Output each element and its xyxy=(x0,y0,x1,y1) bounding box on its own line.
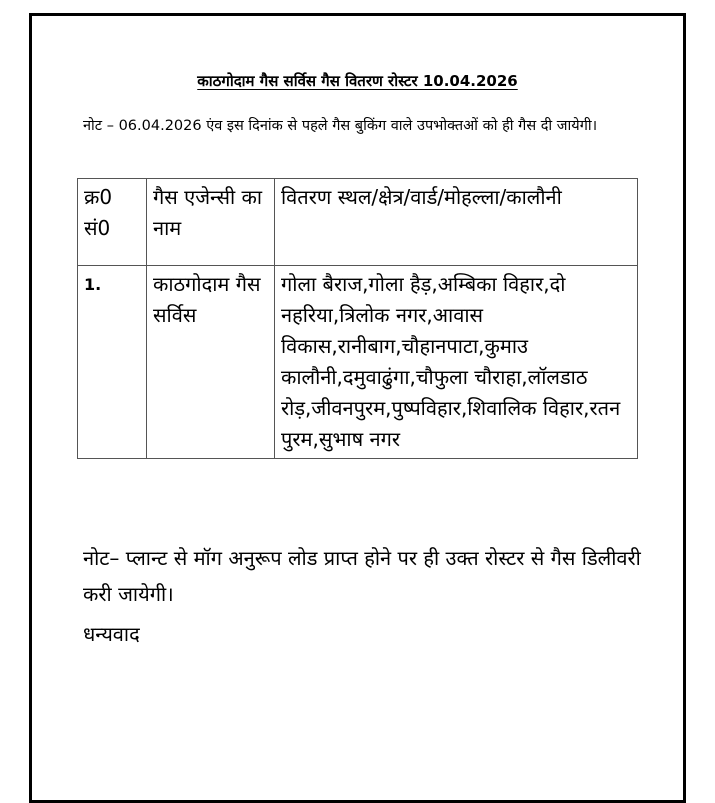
table-header-row xyxy=(78,179,638,266)
table-row xyxy=(78,266,638,459)
header-agency: गैस एजेन्सी का नाम xyxy=(147,179,275,266)
roster-table xyxy=(77,178,638,459)
row-agency: काठगोदाम गैस सर्विस xyxy=(147,266,275,459)
top-note: नोट – 06.04.2026 एंव इस दिनांक से पहले गैस बुकिंग वाले उपभोक्तओं को ही गैस दी जायेगी। xyxy=(83,118,598,134)
closing-text: धन्यवाद xyxy=(83,622,140,646)
header-serial: क्र0 सं0 xyxy=(78,179,147,266)
bottom-note: नोट– प्लान्ट से मॉग अनुरूप लोड प्राप्त होने पर ही उक्त रोस्टर से गैस डिलीवरी करी जायेगी। xyxy=(83,546,641,606)
row-area: गोला बैराज,गोला हैड़,अम्बिका विहार,दो नहरिया,त्रिलोक नगर,आवास विकास,रानीबाग,चौहानपाटा,कुमाउ कालौनी,दमुवाढुंगा,चौफुला चौराहा,लॉलडाठ रोड़,जीवनपुरम,पुष्पविहार,शिवालिक विहार,रतन पुरम,सुभाष नगर xyxy=(275,266,638,459)
document-title-text: काठगोदाम गैस सर्विस गैस वितरण रोस्टर 10.04.2026 xyxy=(197,72,518,90)
document-title xyxy=(0,71,715,91)
row-serial: 1. xyxy=(78,266,147,459)
header-area: वितरण स्थल/क्षेत्र/वार्ड/मोहल्ला/कालौनी xyxy=(275,179,638,266)
